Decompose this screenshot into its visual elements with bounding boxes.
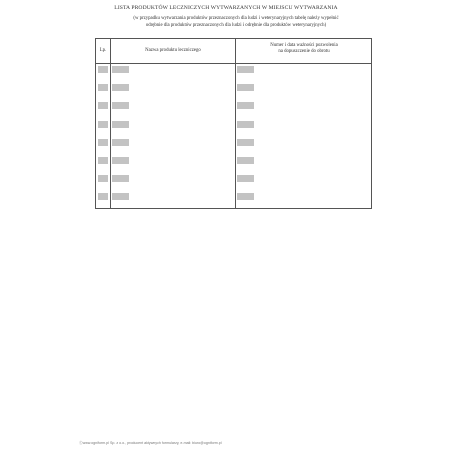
subtitle-line-1: (w przypadku wytwarzania produktów przeznaczonych dla ludzi i weterynaryjnych tabelę należy wypełnić bbox=[133, 16, 339, 21]
footer-copyright: Ⓒwww.ogniform.pl Sp. z o.o., producent aktywnych formularzy, e-mail: biuro@ogniform.pl bbox=[79, 441, 222, 445]
permit-field[interactable] bbox=[237, 139, 254, 146]
permit-field[interactable] bbox=[237, 157, 254, 164]
permit-field[interactable] bbox=[237, 66, 254, 73]
product-name-field[interactable] bbox=[112, 84, 129, 91]
product-name-field[interactable] bbox=[112, 121, 129, 128]
header-product-name: Nazwa produktu leczniczego bbox=[145, 48, 201, 53]
column-divider-lp bbox=[110, 39, 111, 208]
column-divider-name bbox=[235, 39, 236, 208]
product-name-field[interactable] bbox=[112, 102, 129, 109]
lp-field[interactable] bbox=[98, 121, 108, 128]
permit-field[interactable] bbox=[237, 175, 254, 182]
document-title: LISTA PRODUKTÓW LECZNICZYCH WYTWARZANYCH W MIEJSCU WYTWARZANIA bbox=[114, 5, 338, 11]
header-permit-line-2: na dopuszczenie do obrotu bbox=[278, 49, 330, 55]
product-name-field[interactable] bbox=[112, 193, 129, 200]
lp-field[interactable] bbox=[98, 175, 108, 182]
lp-field[interactable] bbox=[98, 66, 108, 73]
permit-field[interactable] bbox=[237, 121, 254, 128]
header-permit-line-1: Numer i data ważności pozwolenia bbox=[270, 43, 338, 48]
permit-field[interactable] bbox=[237, 193, 254, 200]
permit-field[interactable] bbox=[237, 84, 254, 91]
lp-field[interactable] bbox=[98, 139, 108, 146]
lp-field[interactable] bbox=[98, 84, 108, 91]
header-lp: Lp. bbox=[99, 48, 107, 53]
product-name-field[interactable] bbox=[112, 66, 129, 73]
header-divider bbox=[96, 63, 371, 64]
subtitle-line-2: odrębnie dla produktów przeznaczonych dla ludzi i odrębnie dla produktów weterynaryjnych) bbox=[145, 22, 327, 28]
product-name-field[interactable] bbox=[112, 175, 129, 182]
permit-field[interactable] bbox=[237, 102, 254, 109]
product-name-field[interactable] bbox=[112, 157, 129, 164]
header-permit bbox=[236, 43, 372, 56]
document-subtitle bbox=[100, 16, 372, 29]
lp-field[interactable] bbox=[98, 157, 108, 164]
lp-field[interactable] bbox=[98, 102, 108, 109]
product-name-field[interactable] bbox=[112, 139, 129, 146]
lp-field[interactable] bbox=[98, 193, 108, 200]
products-table bbox=[95, 38, 372, 209]
